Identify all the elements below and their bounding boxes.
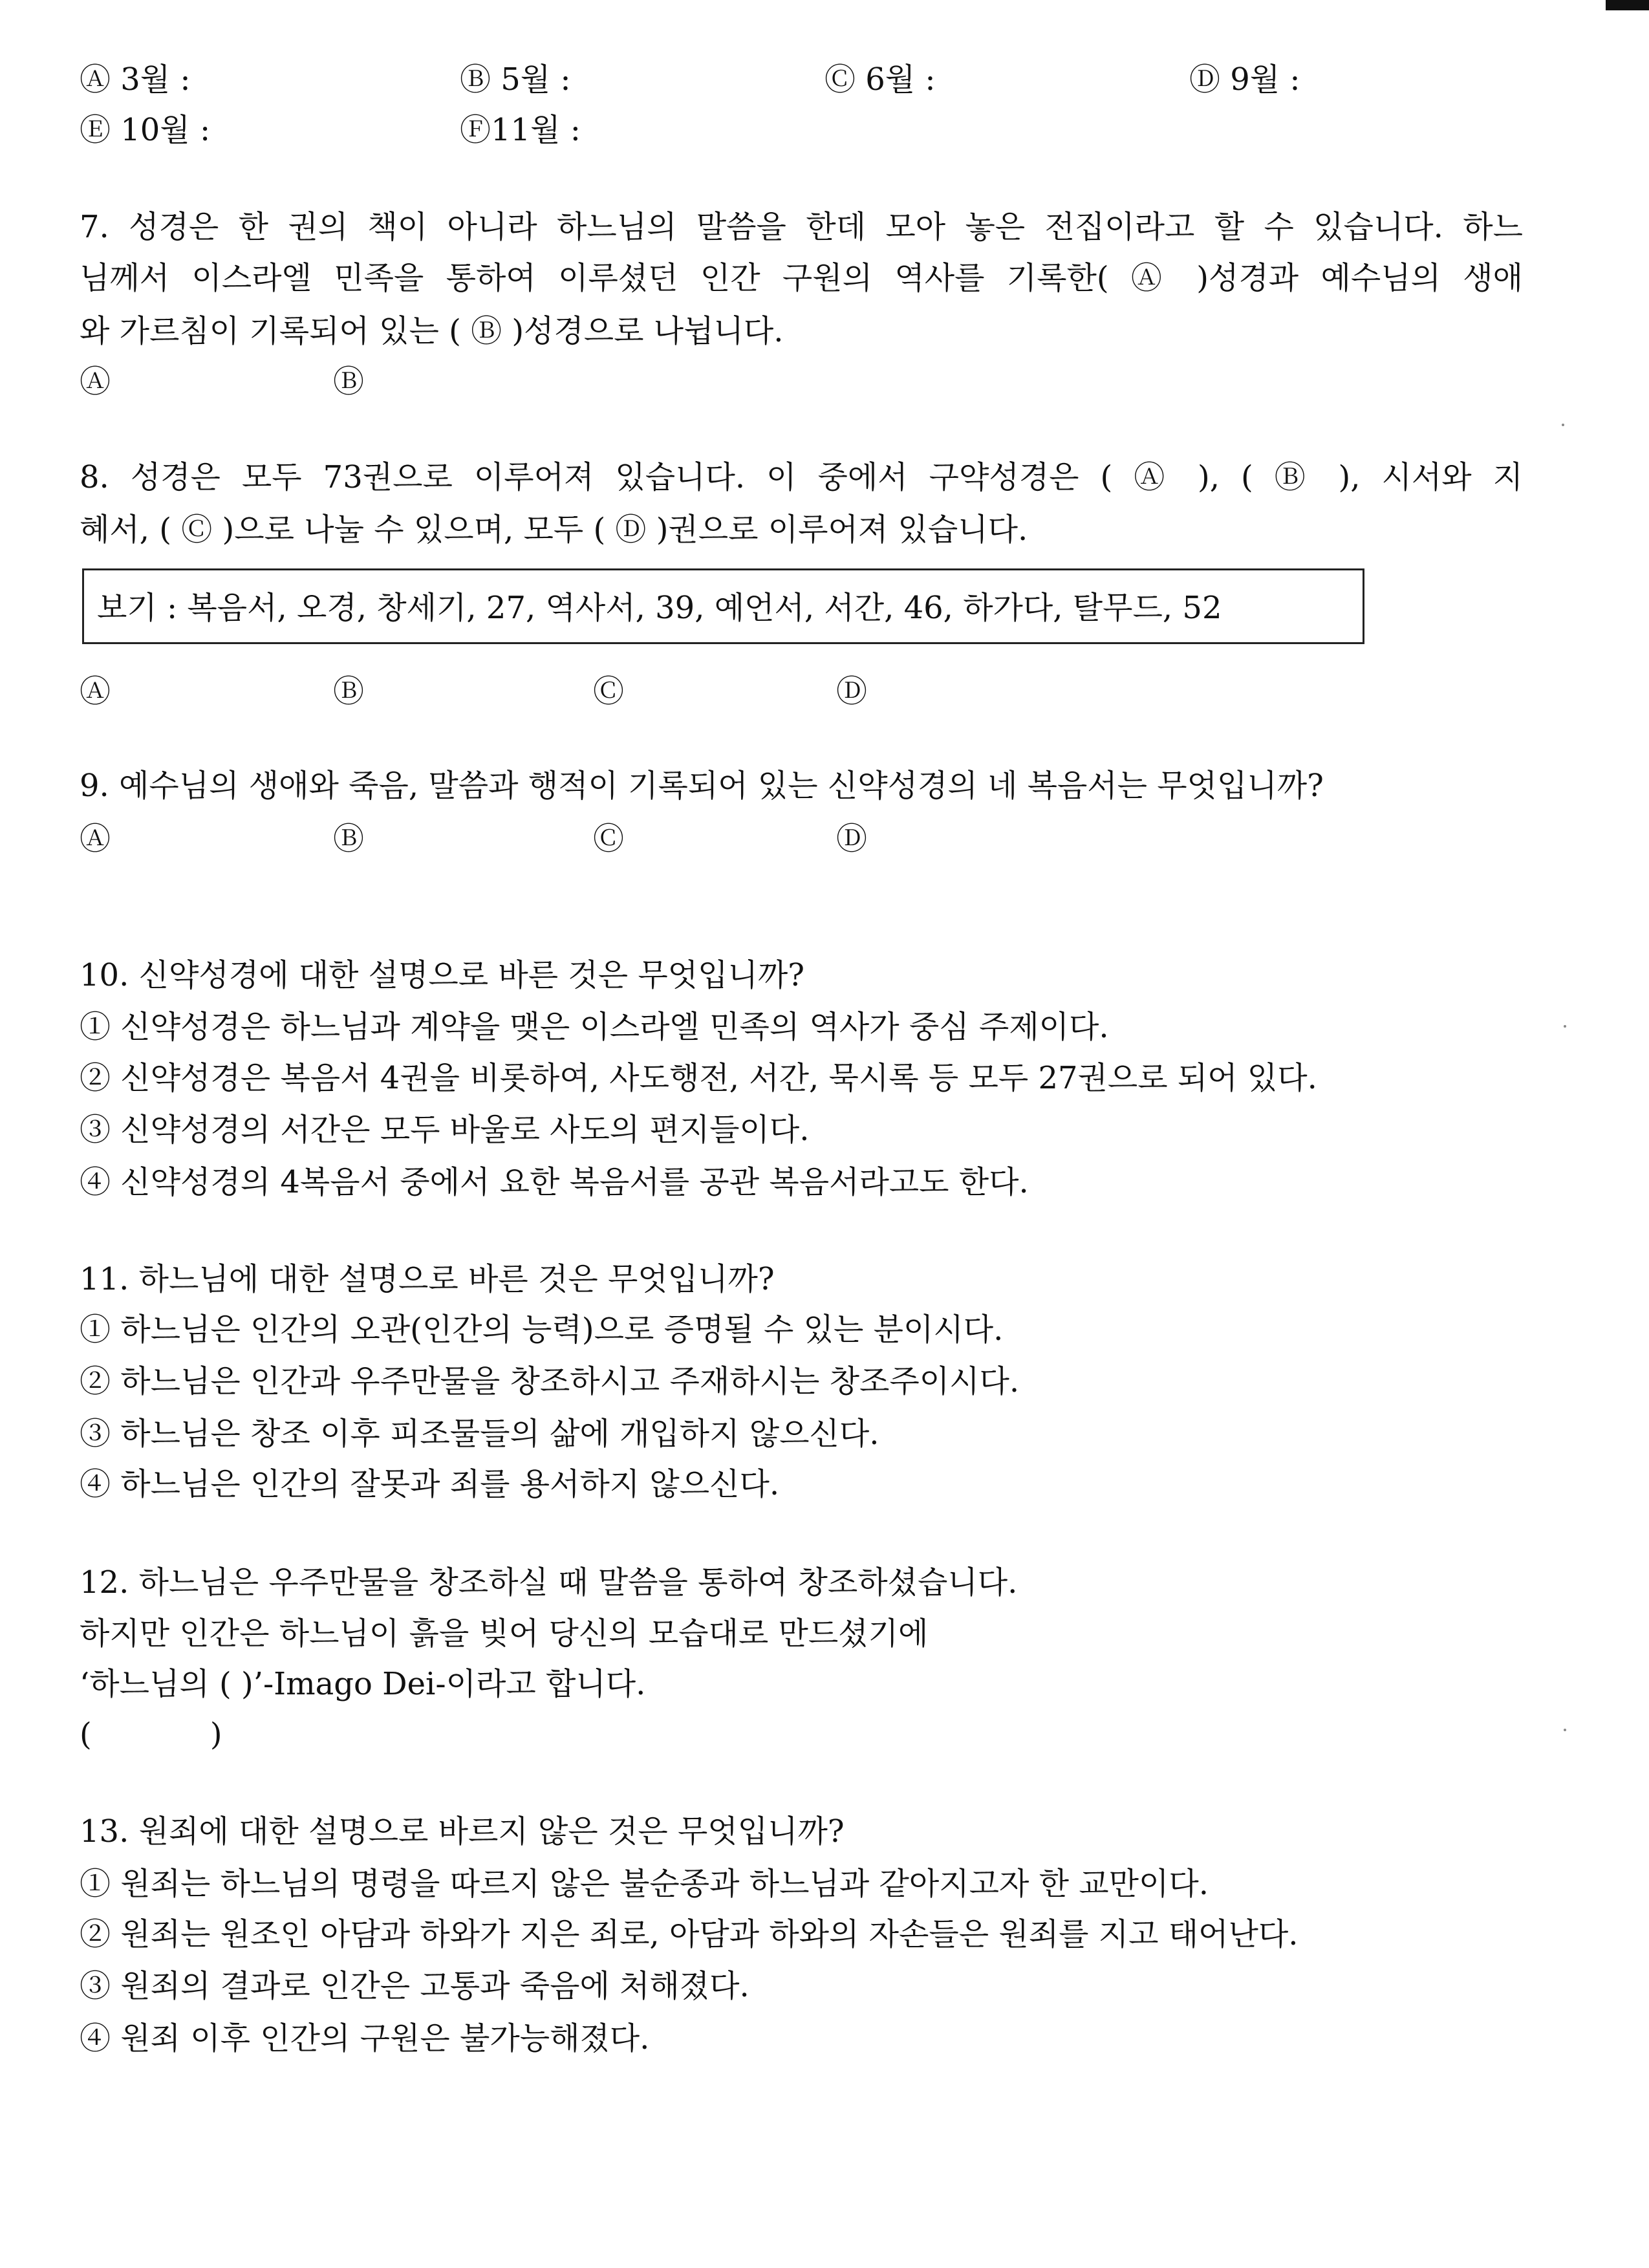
scan-speck — [1562, 424, 1564, 426]
scan-speck — [1564, 1729, 1566, 1731]
question-text: 12. 하느님은 우주만물을 창조하실 때 말씀을 통하여 창조하셨습니다. — [80, 1564, 1018, 1601]
answer-blank: ( ) — [80, 1716, 222, 1753]
answer-label-d: Ⓓ — [836, 821, 868, 857]
answer-label-d: Ⓓ — [836, 673, 868, 709]
question-text: 10. 신약성경에 대한 설명으로 바른 것은 무엇입니까? — [80, 957, 804, 993]
question-text: 와 가르침이 기록되어 있는 ( Ⓑ )성경으로 나뉩니다. — [80, 313, 784, 349]
option-2: ② 신약성경은 복음서 4권을 비롯하여, 사도행전, 서간, 묵시록 등 모두 27권으로 되어 있다. — [80, 1060, 1317, 1096]
scan-edge-mark — [1606, 0, 1649, 10]
question-text: 11. 하느님에 대한 설명으로 바른 것은 무엇입니까? — [80, 1261, 775, 1297]
answer-month-6: Ⓒ 6월 : — [824, 61, 936, 98]
answer-label-b: Ⓑ — [333, 673, 365, 709]
option-2: ② 원죄는 원조인 아담과 하와가 지은 죄로, 아담과 하와의 자손들은 원죄를 지고 태어난다. — [80, 1916, 1299, 1952]
question-text: 9. 예수님의 생애와 죽음, 말씀과 행적이 기록되어 있는 신약성경의 네 복음서는 무엇입니까? — [80, 768, 1324, 804]
question-text: 13. 원죄에 대한 설명으로 바르지 않은 것은 무엇입니까? — [80, 1813, 845, 1850]
question-text: ‘하느님의 ( )’-Imago Dei-이라고 합니다. — [80, 1666, 646, 1702]
option-4: ④ 원죄 이후 인간의 구원은 불가능해졌다. — [80, 2020, 650, 2057]
answer-month-5: Ⓑ 5월 : — [460, 61, 571, 98]
answer-label-a: Ⓐ — [80, 673, 111, 709]
option-1: ① 하느님은 인간의 오관(인간의 능력)으로 증명될 수 있는 분이시다. — [80, 1312, 1004, 1348]
option-4: ④ 신약성경의 4복음서 중에서 요한 복음서를 공관 복음서라고도 한다. — [80, 1164, 1029, 1200]
option-4: ④ 하느님은 인간의 잘못과 죄를 용서하지 않으신다. — [80, 1466, 780, 1502]
answer-month-3: Ⓐ 3월 : — [80, 61, 191, 98]
answer-month-10: Ⓔ 10월 : — [80, 112, 211, 148]
option-3: ③ 하느님은 창조 이후 피조물들의 삶에 개입하지 않으신다. — [80, 1416, 879, 1452]
option-2: ② 하느님은 인간과 우주만물을 창조하시고 주재하시는 창조주이시다. — [80, 1363, 1020, 1399]
answer-label-c: Ⓒ — [593, 821, 625, 857]
bogi-text: 보기 : 복음서, 오경, 창세기, 27, 역사서, 39, 예언서, 서간, 46, 하가다, 탈무드, 52 — [97, 590, 1222, 626]
scan-speck — [1564, 1025, 1566, 1028]
question-text: 하지만 인간은 하느님이 흙을 빚어 당신의 모습대로 만드셨기에 — [80, 1615, 929, 1652]
answer-label-c: Ⓒ — [593, 673, 625, 709]
answer-label-a: Ⓐ — [80, 363, 111, 400]
option-3: ③ 원죄의 결과로 인간은 고통과 죽음에 처해졌다. — [80, 1968, 749, 2004]
answer-month-9: Ⓓ 9월 : — [1189, 61, 1300, 98]
question-text: 8. 성경은 모두 73권으로 이루어져 있습니다. 이 중에서 구약성경은 ( Ⓐ ), ( Ⓑ ), 시서와 지 — [80, 459, 1523, 495]
answer-label-a: Ⓐ — [80, 821, 111, 857]
option-1: ① 신약성경은 하느님과 계약을 맺은 이스라엘 민족의 역사가 중심 주제이다. — [80, 1009, 1109, 1045]
option-1: ① 원죄는 하느님의 명령을 따르지 않은 불순종과 하느님과 같아지고자 한 교만이다. — [80, 1866, 1209, 1902]
answer-label-b: Ⓑ — [333, 363, 365, 400]
option-3: ③ 신약성경의 서간은 모두 바울로 사도의 편지들이다. — [80, 1112, 810, 1148]
question-text: 7. 성경은 한 권의 책이 아니라 하느님의 말씀을 한데 모아 놓은 전집이라고 할 수 있습니다. 하느 — [80, 209, 1523, 245]
answer-label-b: Ⓑ — [333, 821, 365, 857]
question-text: 혜서, ( Ⓒ )으로 나눌 수 있으며, 모두 ( Ⓓ )권으로 이루어져 있습니다. — [80, 512, 1028, 548]
answer-month-11: Ⓕ11월 : — [460, 112, 581, 148]
question-text: 님께서 이스라엘 민족을 통하여 이루셨던 인간 구원의 역사를 기록한( Ⓐ )성경과 예수님의 생애 — [80, 260, 1523, 296]
